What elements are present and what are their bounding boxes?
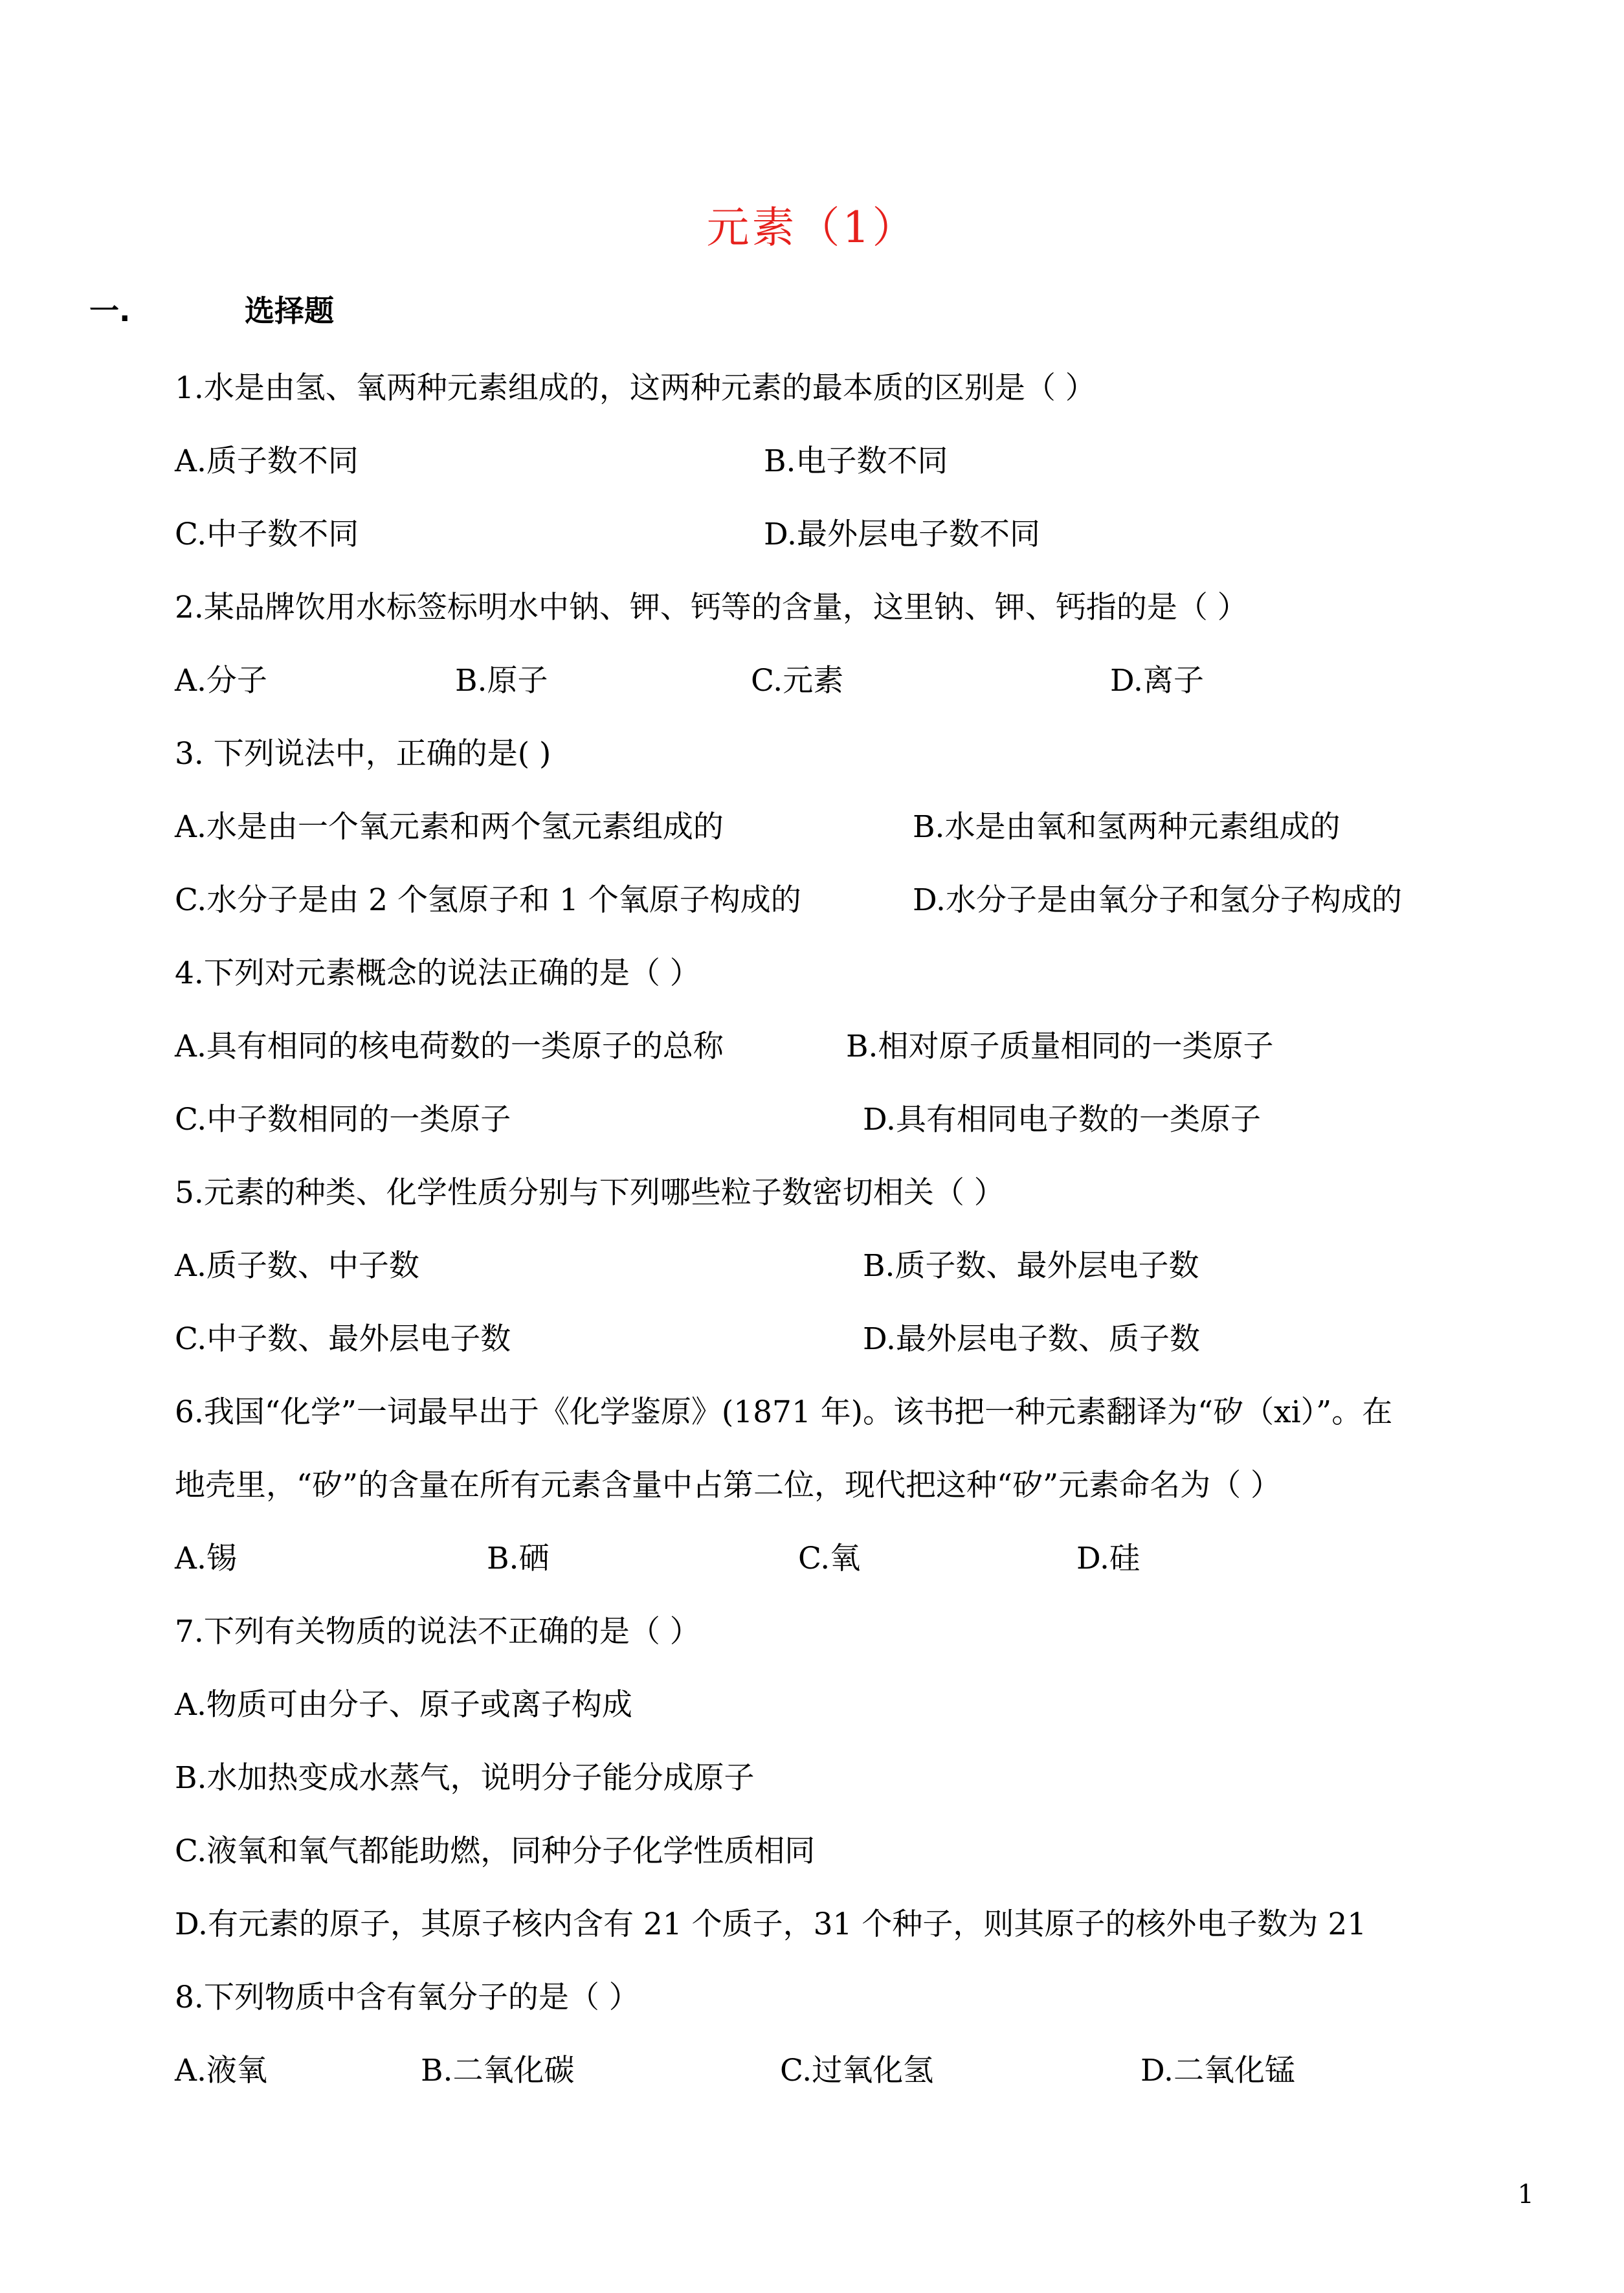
question-6-option-d: D.硅 <box>1076 1541 1140 1576</box>
question-6-stem-line-2: 地壳里，“矽”的含量在所有元素含量中占第二位，现代把这种“矽”元素命名为（ ） <box>175 1468 1282 1503</box>
question-1-option-d: D.最外层电子数不同 <box>764 517 1040 552</box>
page-title: 元素（1） <box>706 203 918 252</box>
question-3-option-d: D.水分子是由氧分子和氢分子构成的 <box>913 882 1402 918</box>
question-5-stem: 5.元素的种类、化学性质分别与下列哪些粒子数密切相关（ ） <box>175 1175 1005 1211</box>
question-4-option-c: C.中子数相同的一类原子 <box>175 1102 511 1137</box>
question-8-option-a: A.液氧 <box>175 2053 267 2088</box>
question-7-option-c: C.液氧和氧气都能助燃，同种分子化学性质相同 <box>175 1833 816 1869</box>
question-4-option-a: A.具有相同的核电荷数的一类原子的总称 <box>175 1029 724 1064</box>
question-7-stem: 7.下列有关物质的说法不正确的是（ ） <box>175 1614 700 1650</box>
question-5-option-a: A.质子数、中子数 <box>175 1248 419 1284</box>
question-2-option-b: B.原子 <box>455 663 548 699</box>
question-8-option-c: C.过氧化氢 <box>780 2053 934 2088</box>
question-1-option-c: C.中子数不同 <box>175 517 359 552</box>
section-heading <box>89 285 334 337</box>
question-2-stem: 2.某品牌饮用水标签标明水中钠、钾、钙等的含量，这里钠、钾、钙指的是（ ） <box>175 590 1248 625</box>
section-number: 一. <box>89 293 131 328</box>
question-1-stem: 1.水是由氢、氧两种元素组成的，这两种元素的最本质的区别是（ ） <box>175 370 1096 406</box>
question-7-option-b: B.水加热变成水蒸气，说明分子能分成原子 <box>175 1760 755 1796</box>
question-4-option-b: B.相对原子质量相同的一类原子 <box>846 1029 1274 1064</box>
question-8-option-b: B.二氧化碳 <box>421 2053 575 2088</box>
question-7-option-a: A.物质可由分子、原子或离子构成 <box>175 1687 632 1723</box>
question-6-option-b: B.硒 <box>487 1541 550 1576</box>
page-number: 1 <box>1517 2180 1534 2209</box>
question-6-option-a: A.锡 <box>175 1541 237 1576</box>
question-6-stem-line-1: 6.我国“化学”一词最早出于《化学鉴原》(1871 年)。该书把一种元素翻译为“矽（xi）”。在 <box>175 1394 1393 1430</box>
question-5-option-d: D.最外层电子数、质子数 <box>863 1321 1200 1357</box>
question-3-option-c: C.水分子是由 2 个氢原子和 1 个氧原子构成的 <box>175 882 801 918</box>
section-label: 选择题 <box>245 293 334 328</box>
question-3-stem: 3. 下列说法中，正确的是( ) <box>175 736 551 772</box>
question-3-option-a: A.水是由一个氧元素和两个氢元素组成的 <box>175 809 724 845</box>
question-5-option-c: C.中子数、最外层电子数 <box>175 1321 511 1357</box>
question-5-option-b: B.质子数、最外层电子数 <box>863 1248 1199 1284</box>
question-3-option-b: B.水是由氧和氢两种元素组成的 <box>913 809 1340 845</box>
question-2-option-c: C.元素 <box>751 663 844 699</box>
question-7-option-d: D.有元素的原子，其原子核内含有 21 个质子，31 个种子，则其原子的核外电子数为 21 <box>175 1907 1367 1942</box>
question-6-option-c: C.氧 <box>798 1541 861 1576</box>
question-2-option-a: A.分子 <box>175 663 267 699</box>
question-8-stem: 8.下列物质中含有氧分子的是（ ） <box>175 1980 640 2015</box>
question-8-option-d: D.二氧化锰 <box>1140 2053 1295 2088</box>
question-4-stem: 4.下列对元素概念的说法正确的是（ ） <box>175 956 700 991</box>
question-1-option-b: B.电子数不同 <box>764 443 948 479</box>
question-4-option-d: D.具有相同电子数的一类原子 <box>863 1102 1261 1137</box>
question-2-option-d: D.离子 <box>1110 663 1204 699</box>
question-1-option-a: A.质子数不同 <box>175 443 359 479</box>
